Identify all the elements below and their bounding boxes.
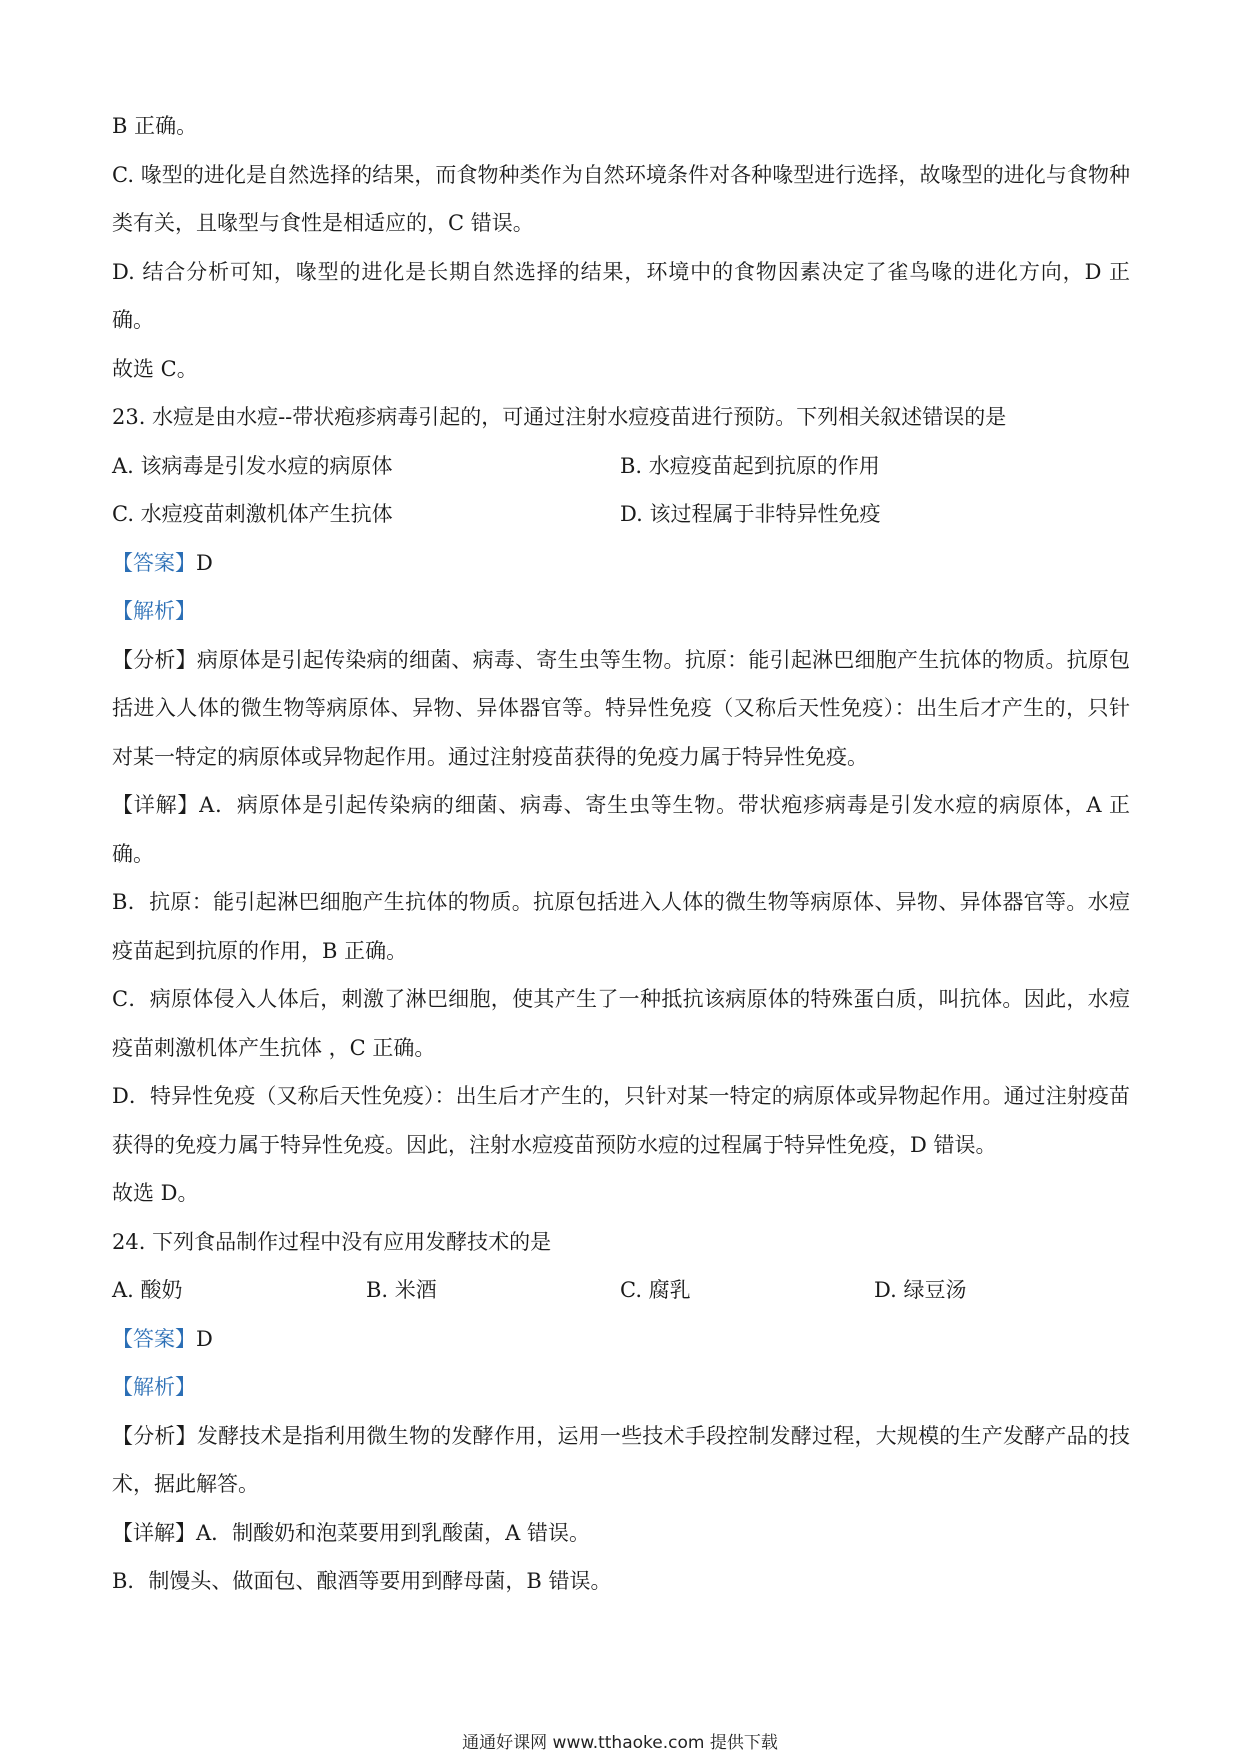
option-b: B. 米酒: [366, 1278, 437, 1302]
page-footer: 通通好课网 www.tthaoke.com 提供下载: [462, 1733, 778, 1753]
detail-label: 【详解】: [112, 793, 200, 817]
question-23-detail-a: [112, 781, 1130, 878]
analysis-text: 发酵技术是指利用微生物的发酵作用，运用一些技术手段控制发酵过程，大规模的生产发酵产品的技术，据此解答。: [112, 1423, 1131, 1496]
text-line: B 正确。: [112, 114, 198, 138]
detail-text: A．病原体是引起传染病的细菌、病毒、寄生虫等生物。带状疱疹病毒是引发水痘的病原体，A 正确。: [112, 793, 1130, 866]
question-24-detail-b: B．制馒头、做面包、酿酒等要用到酵母菌，B 错误。: [112, 1569, 612, 1593]
option-c: C. 水痘疫苗刺激机体产生抗体: [112, 502, 393, 526]
analysis-label: 【分析】: [112, 1423, 197, 1448]
question-23-options: [112, 442, 1130, 539]
question-24-detail-a: [112, 1509, 1130, 1558]
question-24-jiexi: [112, 1363, 1130, 1412]
question-24-stem: 24. 下列食品制作过程中没有应用发酵技术的是: [112, 1229, 552, 1254]
question-24-analysis: [112, 1412, 1130, 1509]
option-a: A. 酸奶: [112, 1278, 183, 1302]
question-23-detail-b: B．抗原：能引起淋巴细胞产生抗体的物质。抗原包括进入人体的微生物等病原体、异物、异体器官等。水痘疫苗起到抗原的作用，B 正确。: [112, 890, 1130, 963]
detail-label: 【详解】: [112, 1520, 196, 1545]
option-d: D. 绿豆汤: [874, 1278, 967, 1302]
answer-label: 【答案】: [112, 550, 196, 575]
option-b: B. 水痘疫苗起到抗原的作用: [620, 453, 880, 478]
question-23-answer: [112, 539, 1130, 588]
question-23-jiexi: [112, 587, 1130, 636]
question-24-options: [112, 1266, 1130, 1315]
page-content: [112, 102, 1130, 1606]
jiexi-label: 【解析】: [112, 1375, 196, 1399]
analysis-label: 【分析】: [112, 647, 197, 672]
answer-value: D: [196, 1326, 213, 1351]
question-23-stem: 23. 水痘是由水痘--带状疱疹病毒引起的，可通过注射水痘疫苗进行预防。下列相关叙述错误的是: [112, 405, 1007, 429]
answer-label: 【答案】: [112, 1326, 196, 1351]
option-a: A. 该病毒是引发水痘的病原体: [112, 453, 393, 478]
question-23-detail-d: D．特异性免疫（又称后天性免疫）：出生后才产生的，只针对某一特定的病原体或异物起作用。通过注射疫苗获得的免疫力属于特异性免疫。因此，注射水痘疫苗预防水痘的过程属于特异性免疫，D 错误。: [112, 1084, 1130, 1157]
answer-value: D: [196, 550, 213, 575]
detail-text: A．制酸奶和泡菜要用到乳酸菌，A 错误。: [196, 1520, 591, 1545]
question-23-analysis: [112, 636, 1130, 782]
question-23-detail-c: C．病原体侵入人体后，刺激了淋巴细胞，使其产生了一种抵抗该病原体的特殊蛋白质，叫抗体。因此，水痘疫苗刺激机体产生抗体 ，C 正确。: [112, 987, 1130, 1060]
option-c: C. 腐乳: [620, 1278, 691, 1302]
question-24-answer: [112, 1315, 1130, 1364]
text-line: 故选 C。: [112, 356, 198, 381]
text-line: D. 结合分析可知，喙型的进化是长期自然选择的结果，环境中的食物因素决定了雀鸟喙的进化方向，D 正确。: [112, 259, 1130, 332]
text-line: C. 喙型的进化是自然选择的结果，而食物种类作为自然环境条件对各种喙型进行选择，故喙型的进化与食物种类有关，且喙型与食性是相适应的，C 错误。: [112, 162, 1130, 235]
option-d: D. 该过程属于非特异性免疫: [620, 502, 881, 526]
jiexi-label: 【解析】: [112, 599, 196, 623]
analysis-text: 病原体是引起传染病的细菌、病毒、寄生虫等生物。抗原：能引起淋巴细胞产生抗体的物质。抗原包括进入人体的微生物等病原体、异物、异体器官等。特异性免疫（又称后天性免疫）：出生后才产生的，只针对某一特定的病原体或异物起作用。通过注射疫苗获得的免疫力属于特异性免疫。: [112, 647, 1131, 769]
question-23-conclusion: 故选 D。: [112, 1181, 199, 1205]
